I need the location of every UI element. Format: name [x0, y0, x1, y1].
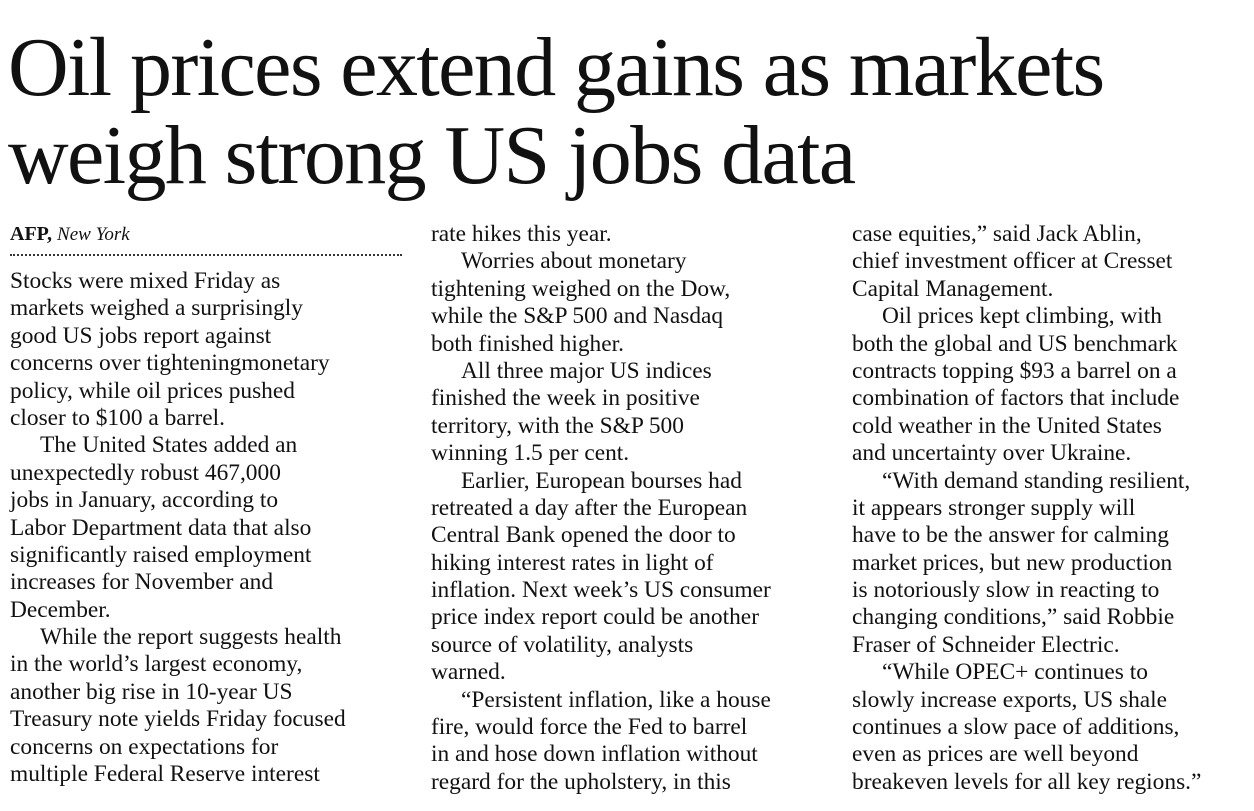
article-text-line: another big rise in 10-year US [10, 678, 293, 705]
article-text-line: price index report could be another [431, 604, 759, 631]
column-text [10, 268, 405, 788]
article-column-2 [431, 221, 826, 796]
byline-divider [10, 254, 402, 256]
article-text-line: contracts topping $93 a barrel on a [852, 357, 1177, 384]
article-text-line: is notoriously slow in reacting to [852, 577, 1160, 604]
article-text-line: it appears stronger supply will [852, 494, 1136, 521]
article-text-line: Central Bank opened the door to [431, 522, 736, 549]
article-text-line: policy, while oil prices pushed [10, 377, 295, 404]
article-text-line: regard for the upholstery, in this [431, 768, 731, 795]
column-text [852, 221, 1247, 796]
headline-line-2: weigh strong US jobs data [8, 109, 855, 202]
article-text-line: concerns on expectations for [10, 733, 279, 760]
article-text-line: continues a slow pace of additions, [852, 714, 1180, 741]
article-text-line: source of volatility, analysts [431, 631, 694, 658]
article-text-line: Stocks were mixed Friday as [10, 268, 281, 294]
article-text-line: December. [10, 596, 111, 623]
article-column-3 [852, 221, 1247, 796]
article-text-line: fire, would force the Fed to barrel [431, 714, 748, 741]
article-text-line: concerns over tighteningmonetary [10, 350, 330, 377]
byline-place: New York [57, 224, 130, 245]
article-text-line: cold weather in the United States [852, 412, 1162, 439]
article-text-line: in and hose down inflation without [431, 741, 758, 768]
article-text-line: and uncertainty over Ukraine. [852, 440, 1132, 467]
byline [10, 221, 405, 248]
article-text-line: jobs in January, according to [10, 487, 279, 514]
article-text-line: finished the week in positive [431, 385, 700, 412]
article-text-line: even as prices are well beyond [852, 741, 1139, 768]
article-text-line: multiple Federal Reserve interest [10, 761, 320, 788]
article-text-line: Oil prices kept climbing, with [882, 303, 1162, 330]
byline-agency: AFP, [10, 223, 53, 245]
article-text-line: rate hikes this year. [431, 221, 612, 247]
column-text [431, 221, 826, 796]
article-text-line: good US jobs report against [10, 322, 272, 349]
article-text-line: markets weighed a surprisingly [10, 295, 303, 322]
article-text-line: Earlier, European bourses had [461, 467, 742, 494]
article-text-line: Worries about monetary [461, 248, 687, 275]
headline-line-1: Oil prices extend gains as markets [8, 21, 1104, 114]
article-text-line: “With demand standing resilient, [882, 467, 1191, 494]
article-text-line: changing conditions,” said Robbie [852, 604, 1175, 631]
article-text-line: Fraser of Schneider Electric. [852, 631, 1120, 658]
article-text-line: slowly increase exports, US shale [852, 686, 1168, 713]
article-text-line: chief investment officer at Cresset [852, 248, 1173, 275]
article-text-line: retreated a day after the European [431, 494, 748, 521]
article-text-line: combination of factors that include [852, 385, 1180, 412]
article-text-line: The United States added an [40, 432, 298, 459]
article-text-line: case equities,” said Jack Ablin, [852, 221, 1142, 247]
article-text-line: unexpectedly robust 467,000 [10, 459, 281, 486]
article-text-line: Labor Department data that also [10, 514, 312, 541]
article-text-line: hiking interest rates in light of [431, 549, 714, 576]
article-text-line: market prices, but new production [852, 549, 1173, 576]
headline [8, 21, 1248, 202]
article-text-line: significantly raised employment [10, 541, 312, 568]
article-text-line: inflation. Next week’s US consumer [431, 577, 771, 604]
article-text-line: increases for November and [10, 569, 274, 596]
article-text-line: both the global and US benchmark [852, 330, 1178, 357]
article-text-line: tightening weighed on the Dow, [431, 275, 731, 302]
article-text-line: Capital Management. [852, 275, 1054, 302]
article-text-line: Treasury note yields Friday focused [10, 706, 346, 733]
article-text-line: winning 1.5 per cent. [431, 440, 630, 467]
article-text-line: “Persistent inflation, like a house [461, 686, 771, 713]
article-text-line: both finished higher. [431, 330, 624, 357]
article-text-line: All three major US indices [461, 357, 712, 384]
article-text-line: breakeven levels for all key regions.” [852, 768, 1202, 795]
article-text-line: territory, with the S&P 500 [431, 412, 684, 439]
article-column-1 [10, 221, 405, 788]
article-text-line: while the S&P 500 and Nasdaq [431, 303, 724, 330]
article-text-line: in the world’s largest economy, [10, 651, 303, 678]
article-text-line: While the report suggests health [40, 624, 342, 651]
article-text-line: “While OPEC+ continues to [882, 659, 1148, 686]
article-text-line: warned. [431, 659, 506, 686]
article-text-line: have to be the answer for calming [852, 522, 1169, 549]
article-text-line: closer to $100 a barrel. [10, 404, 225, 431]
